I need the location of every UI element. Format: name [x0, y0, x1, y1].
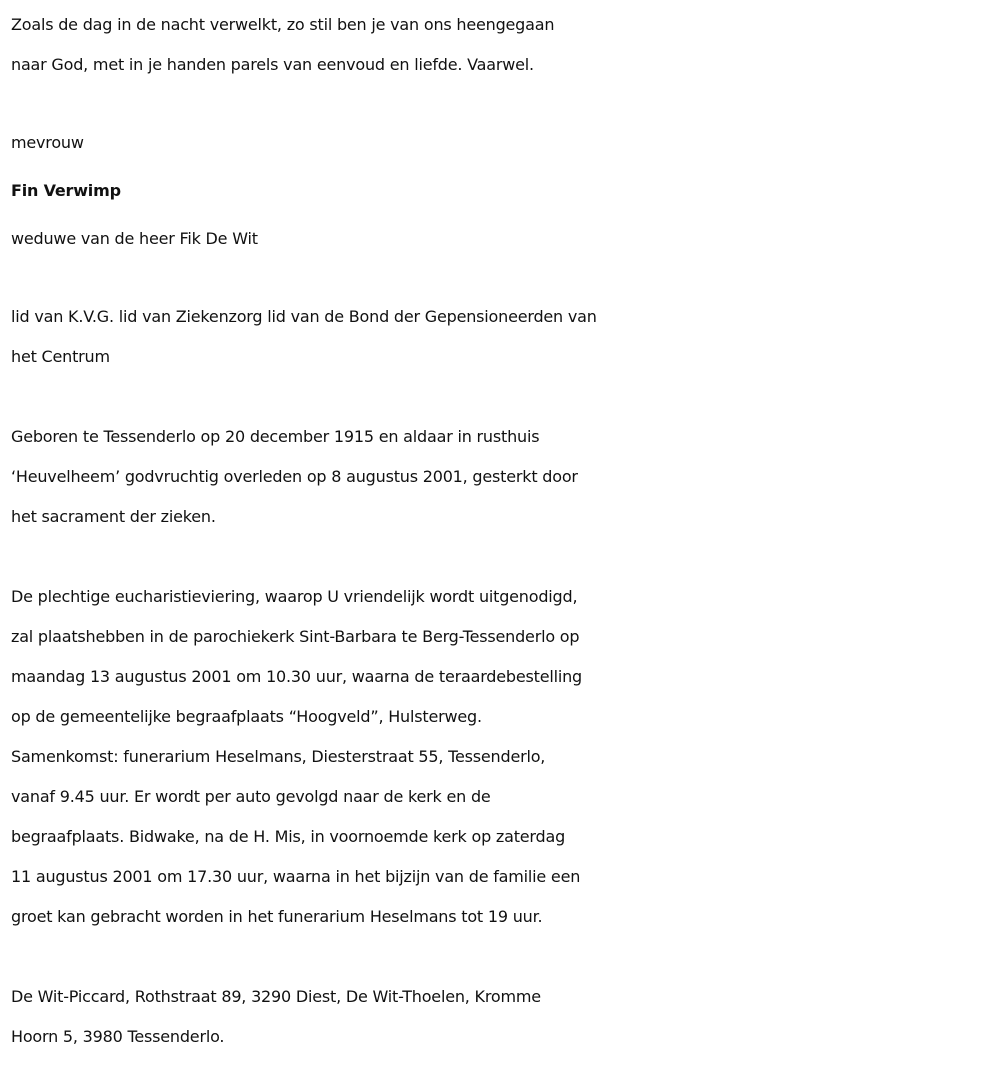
ceremony-line: maandag 13 augustus 2001 om 10.30 uur, waarna de teraardebestelling — [11, 667, 582, 686]
contacts-line: De Wit-Piccard, Rothstraat 89, 3290 Diest, De Wit-Thoelen, Kromme — [11, 987, 541, 1006]
contacts-line: Hoorn 5, 3980 Tessenderlo. — [11, 1027, 225, 1046]
ceremony-line: 11 augustus 2001 om 17.30 uur, waarna in het bijzijn van de familie een — [11, 867, 581, 886]
spacer — [11, 937, 996, 977]
birth-death-line: ‘Heuvelheem’ godvruchtig overleden op 8 augustus 2001, gesterkt door — [11, 467, 578, 486]
ceremony-line: De plechtige eucharistieviering, waarop U vriendelijk wordt uitgenodigd, — [11, 587, 578, 606]
birth-death-line: het sacrament der zieken. — [11, 507, 216, 526]
spacer — [11, 263, 996, 297]
poem-paragraph — [11, 5, 996, 85]
birth-death-line: Geboren te Tessenderlo op 20 december 1915 en aldaar in rusthuis — [11, 427, 540, 446]
ceremony-line: op de gemeentelijke begraafplaats “Hoogveld”, Hulsterweg. — [11, 707, 482, 726]
spacer — [11, 377, 996, 417]
obituary-document — [11, 5, 996, 1057]
spacer — [11, 537, 996, 577]
ceremony-line: Samenkomst: funerarium Heselmans, Diesterstraat 55, Tessenderlo, — [11, 747, 546, 766]
relation-line: weduwe van de heer Fik De Wit — [11, 229, 258, 248]
ceremony-line: vanaf 9.45 uur. Er wordt per auto gevolgd naar de kerk en de — [11, 787, 491, 806]
poem-line: naar God, met in je handen parels van eenvoud en liefde. Vaarwel. — [11, 55, 534, 74]
memberships-line: het Centrum — [11, 347, 110, 366]
ceremony-line: groet kan gebracht worden in het funerarium Heselmans tot 19 uur. — [11, 907, 543, 926]
memberships-line: lid van K.V.G. lid van Ziekenzorg lid van de Bond der Gepensioneerden van — [11, 307, 597, 326]
deceased-name: Fin Verwimp — [11, 181, 121, 200]
contacts-paragraph — [11, 977, 996, 1057]
birth-death-paragraph — [11, 417, 996, 537]
ceremony-line: begraafplaats. Bidwake, na de H. Mis, in voornoemde kerk op zaterdag — [11, 827, 566, 846]
memberships-paragraph — [11, 297, 996, 377]
spacer — [11, 85, 996, 119]
ceremony-line: zal plaatshebben in de parochiekerk Sint-Barbara te Berg-Tessenderlo op — [11, 627, 580, 646]
ceremony-paragraph — [11, 577, 996, 937]
honorific: mevrouw — [11, 133, 84, 152]
poem-line: Zoals de dag in de nacht verwelkt, zo stil ben je van ons heengegaan — [11, 15, 555, 34]
